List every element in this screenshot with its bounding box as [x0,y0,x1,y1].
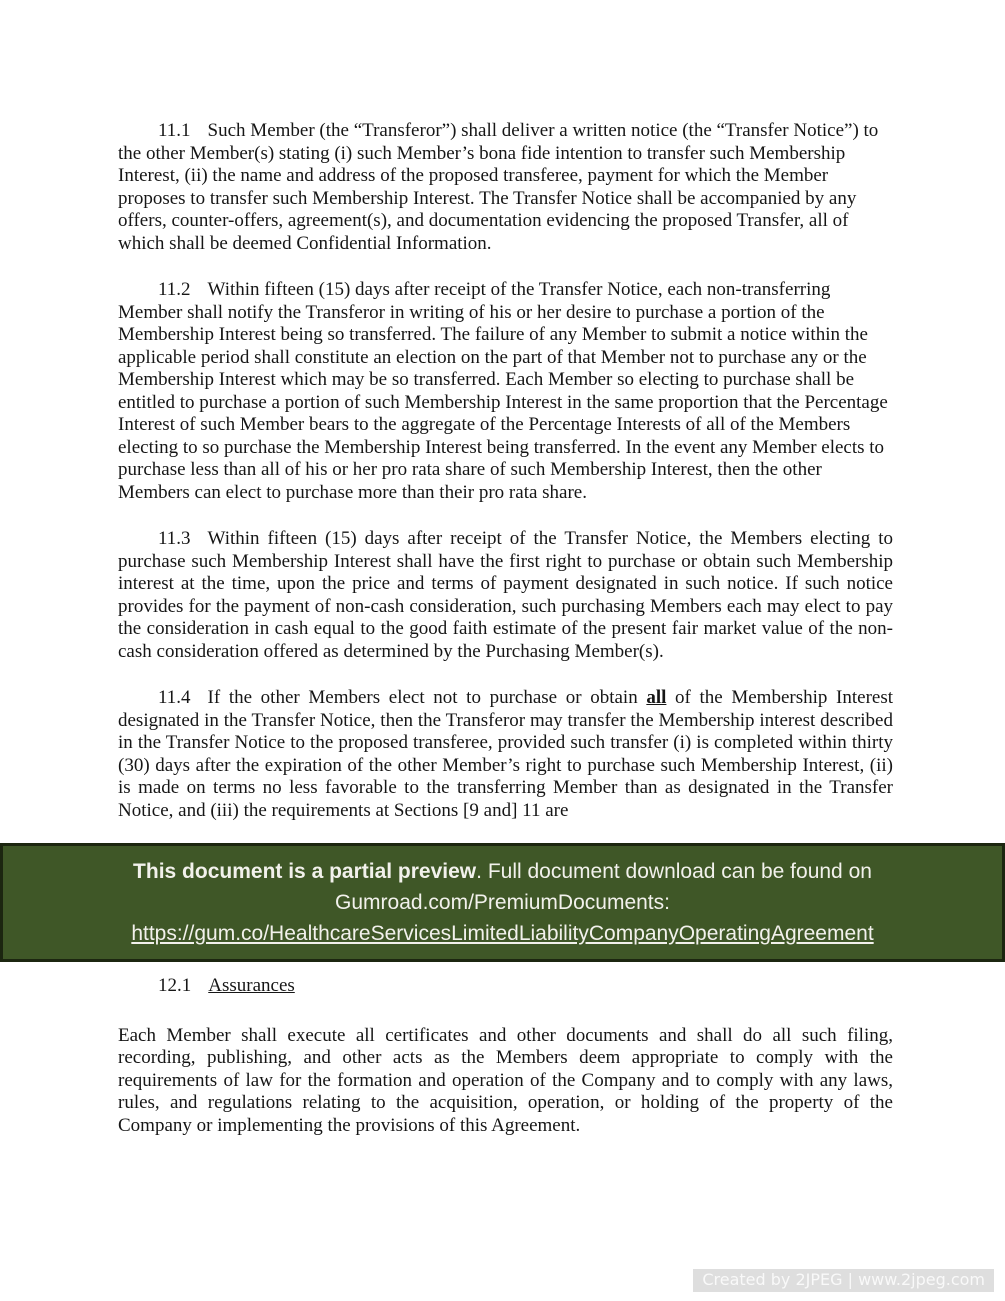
paragraph-11-2-number: 11.2 [158,279,191,300]
paragraph-11-3-text: Within fifteen (15) days after receipt of the Transfer Notice, the Members electing to purchase such Membership Interest shall have the first right to purchase or obtain such Membership interest at the time, upon the price and terms of payment designated in such notice. If such notice provides for the payment of non-cash consideration, such purchasing Members each may elect to pay the consideration in cash equal to the good faith estimate of the present fair market value of the non-cash consideration offered as determined by the Purchasing Member(s). [118,528,893,662]
paragraph-11-4-number: 11.4 [158,687,191,708]
2jpeg-watermark: Created by 2JPEG | www.2jpeg.com [693,1269,994,1292]
banner-link-line [3,918,1002,949]
paragraph-11-2 [118,279,893,504]
banner-message [80,856,925,918]
paragraph-11-4-text-before: If the other Members elect not to purchase or obtain [207,687,638,708]
paragraph-11-3 [118,528,893,663]
paragraph-11-4 [118,687,893,822]
banner-message-rest: . Full document download can be found on Gumroad.com/PremiumDocuments: [335,860,872,914]
banner-download-link[interactable]: https://gum.co/HealthcareServicesLimitedLiabilityCompanyOperatingAgreement [131,922,874,945]
section-11-paragraphs [118,120,893,846]
paragraph-11-1 [118,120,893,255]
paragraph-11-2-text: Within fifteen (15) days after receipt of the Transfer Notice, each non-transferring Member shall notify the Transferor in writing of his or her desire to purchase a portion of the Membership Interest being so transferred. The failure of any Member to submit a notice within the applicable period shall constitute an election on the part of that Member not to purchase any or the Membership Interest which may be so transferred. Each Member so electing to purchase shall be entitled to purchase a portion of such Membership Interest in the same proportion that the Percentage Interest of such Member bears to the aggregate of the Percentage Interests of all of the Members electing to so purchase the Membership Interest being transferred. In the event any Member elects to purchase less than all of his or her pro rata share of such Membership Interest, then the other Members can elect to purchase more than their pro rata share. [118,279,888,503]
paragraph-11-4-emphasis-all: all [646,687,667,708]
heading-12-1-number: 12.1 [158,975,192,996]
paragraph-11-1-text: Such Member (the “Transferor”) shall deliver a written notice (the “Transfer Notice”) to the other Member(s) stating (i) such Member’s bona fide intention to transfer such Membership Interest, (ii) the name and address of the proposed transferee, payment for which the Member proposes to transfer such Membership Interest. The Transfer Notice shall be accompanied by any offers, counter-offers, agreement(s), and documentation evidencing the proposed Transfer, all of which shall be deemed Confidential Information. [118,120,879,254]
paragraph-12-1-text: Each Member shall execute all certificates and other documents and shall do all such filing, recording, publishing, and other acts as the Members deem appropriate to comply with the requirements of law for the formation and operation of the Company and to comply with any laws, rules, and regulations relating to the acquisition, operation, or holding of the property of the Company or implementing the provisions of this Agreement. [118,1024,893,1136]
partial-preview-banner [0,843,1005,962]
heading-12-1-title: Assurances [208,975,295,996]
paragraph-12-1 [118,1025,893,1138]
paragraph-11-3-number: 11.3 [158,528,191,549]
section-12-block [118,975,893,1161]
paragraph-11-4-text-after: of the Membership Interest designated in the Transfer Notice, then the Transferor may transfer the Membership interest described in the Transfer Notice to the proposed transferee, provided such transfer (i) is completed within thirty (30) days after the expiration of the other Member’s right to purchase such Membership Interest, (ii) is made on terms no less favorable to the transferring Member than as designated in the Transfer Notice, and (iii) the requirements at Sections [9 and] 11 are [118,687,894,821]
paragraph-11-1-number: 11.1 [158,120,191,141]
heading-12-1 [118,975,893,998]
banner-message-bold: This document is a partial preview [133,860,477,883]
